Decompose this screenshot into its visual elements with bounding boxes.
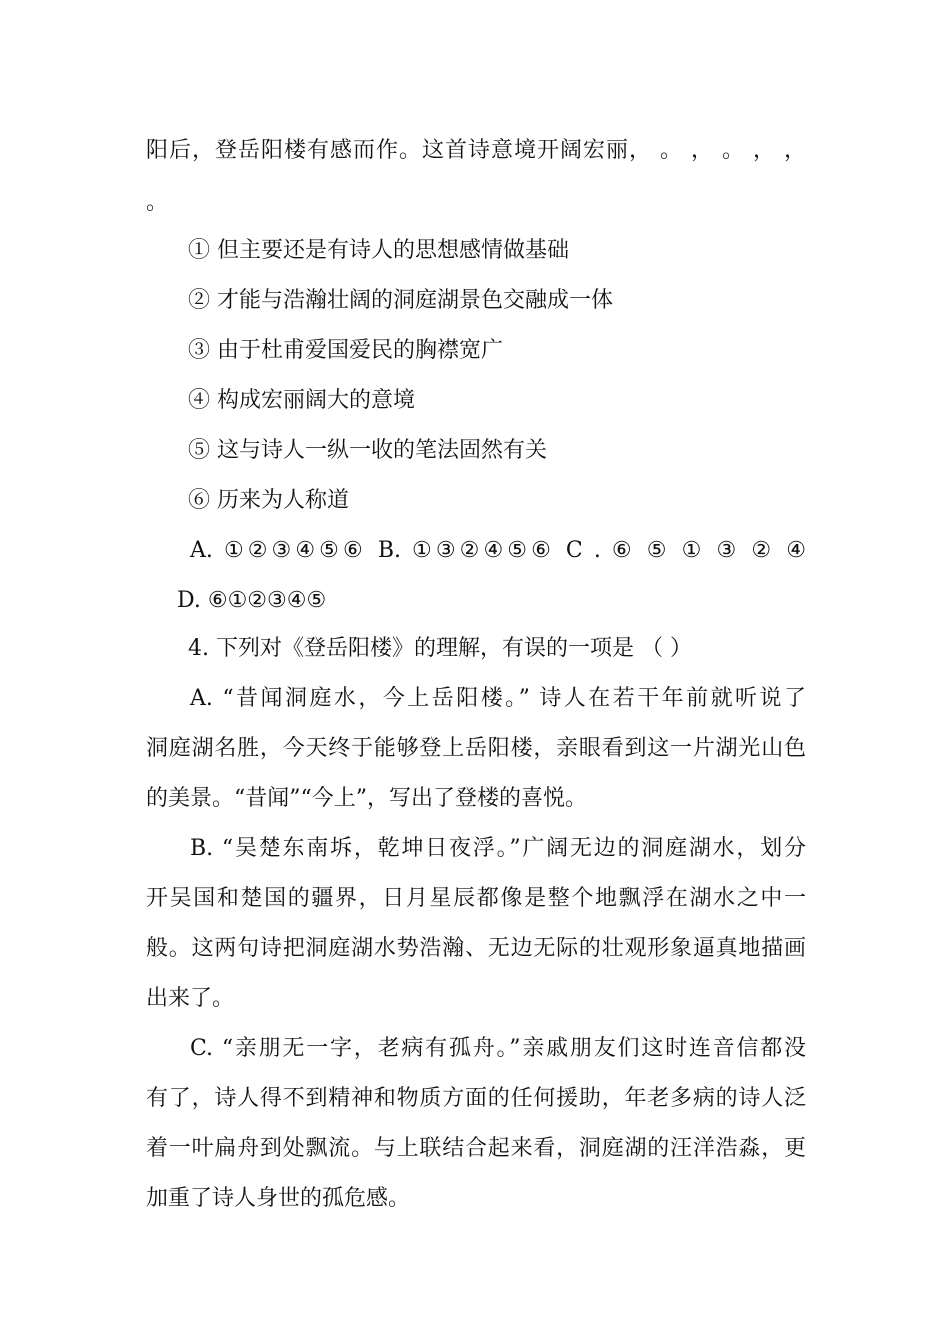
q4-option-a-line-2: 洞庭湖名胜，今天终于能够登上岳阳楼，亲眼看到这一片湖光山色 [146, 736, 806, 761]
intro-line-2: 。 [146, 190, 169, 215]
q4-option-b-line-2: 开吴国和楚国的疆界，日月星辰都像是整个地飘浮在湖水之中一 [146, 886, 806, 911]
q4-option-a-line-1: A. “昔闻洞庭水，今上岳阳楼。” 诗人在若干年前就听说了 [190, 686, 806, 711]
q4-option-c-line-2: 有了，诗人得不到精神和物质方面的任何援助，年老多病的诗人泛 [146, 1086, 806, 1111]
q3-item-4: ④ 构成宏丽阔大的意境 [188, 388, 415, 413]
q4-stem: 4. 下列对《登岳阳楼》的理解，有误的一项是 （ ） [188, 636, 692, 661]
intro-line-1: 阳后，登岳阳楼有感而作。这首诗意境开阔宏丽， 。 ， 。 ， ， [146, 138, 806, 163]
q3-option-d: D. ⑥①②③④⑤ [177, 588, 327, 613]
q4-option-a-line-3: 的美景。“昔闻”“今上”，写出了登楼的喜悦。 [146, 786, 587, 811]
q4-option-c-line-1: C. “亲朋无一字，老病有孤舟。”亲戚朋友们这时连音信都没 [190, 1036, 806, 1061]
q3-item-1: ① 但主要还是有诗人的思想感情做基础 [188, 238, 569, 263]
q3-item-3: ③ 由于杜甫爱国爱民的胸襟宽广 [188, 338, 503, 363]
q3-item-2: ② 才能与浩瀚壮阔的洞庭湖景色交融成一体 [188, 288, 613, 313]
q4-option-b-line-4: 出来了。 [146, 986, 235, 1011]
q3-item-6: ⑥ 历来为人称道 [188, 488, 349, 513]
q4-option-c-line-3: 着一叶扁舟到处飘流。与上联结合起来看，洞庭湖的汪洋浩淼，更 [146, 1136, 806, 1161]
q4-option-c-line-4: 加重了诗人身世的孤危感。 [146, 1186, 411, 1211]
q4-option-b-line-1: B. “吴楚东南坼，乾坤日夜浮。”广阔无边的洞庭湖水，划分 [190, 836, 806, 861]
q3-options-abc: A. ①②③④⑤⑥ B. ①③②④⑤⑥ C . ⑥ ⑤ ① ③ ② ④ [190, 538, 806, 563]
q3-item-5: ⑤ 这与诗人一纵一收的笔法固然有关 [188, 438, 547, 463]
q4-option-b-line-3: 般。这两句诗把洞庭湖水势浩瀚、无边无际的壮观形象逼真地描画 [146, 936, 806, 961]
